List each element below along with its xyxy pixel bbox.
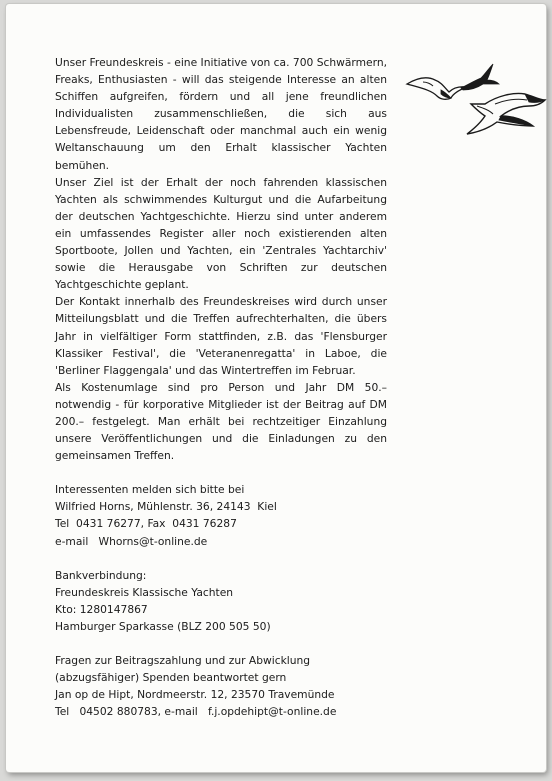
paragraph-goal: Unser Ziel ist der Erhalt der noch fahrenden klassischen Yachten als schwimmendes Kulturgut und die Aufarbeitung der deutschen Yachtgeschichte. Hierzu sind unter anderem ein umfassendes Register aller noch existierenden alten Sportboote, Jollen und Yachten, ein 'Zentrales Yachtarchiv' sowie die Herausgabe von Schriften zur deutschen Yachtgeschichte geplant.: [55, 175, 387, 292]
contact-phone: Tel 0431 76277, Fax 0431 76287: [55, 517, 237, 531]
bank-heading: Bankverbindung:: [55, 568, 147, 582]
paragraph-initiative: Unser Freundeskreis - eine Initiative von ca. 700 Schwärmern, Freaks, Enthusiasten - will das steigende Interesse an alten Schiffen aufgreifen, fördern und all jene freundlichen Individualisten zusammenschließen, die sich aus Lebensfreude, Leidenschaft oder manchmal auch ein wenig Weltanschauung um den Erhalt klassischer Yachten bemühen.: [55, 56, 387, 172]
bank-name: Hamburger Sparkasse (BLZ 200 505 50): [55, 619, 271, 633]
contact-block: [55, 481, 387, 549]
seagull-large-icon: [467, 93, 545, 134]
body-text: [55, 54, 387, 720]
bank-block: [55, 567, 387, 635]
document-page: [6, 4, 546, 772]
paragraph-contact: Der Kontakt innerhalb des Freundeskreises wird durch unser Mitteilungsblatt und die Treffen aufrechterhalten, die übers Jahr in vielfältiger Form stattfinden, z.B. das 'Flensburger Klassiker Festival', die 'Veteranenregatta' in Laboe, die 'Berliner Flaggengala' und das Wintertreffen im Februar.: [55, 295, 387, 377]
seagull-small-icon: [461, 64, 499, 90]
contact-email[interactable]: e-mail Whorns@t-online.de: [55, 534, 208, 548]
paragraph-fees: Als Kostenumlage sind pro Person und Jahr DM 50.– notwendig - für korporative Mitglieder ist der Beitrag auf DM 200.– festgelegt. Man erhält bei rechtzeitiger Einzahlung unsere Veröffentlichungen und die Einladungen zu den gemeinsamen Treffen.: [55, 380, 387, 463]
contact-intro: Interessenten melden sich bitte bei: [55, 483, 245, 497]
bank-holder: Freundeskreis Klassische Yachten: [55, 585, 234, 599]
questions-line-2: (abzugsfähiger) Spenden beantwortet gern: [55, 671, 287, 685]
seagull-left-icon: [407, 78, 467, 99]
questions-line-4[interactable]: Tel 04502 880783, e-mail f.j.opdehipt@t-online.de: [55, 705, 337, 719]
bank-account: Kto: 1280147867: [55, 602, 148, 616]
contact-address: Wilfried Horns, Mühlenstr. 36, 24143 Kiel: [55, 500, 277, 514]
spacer: [55, 635, 387, 652]
questions-block: [55, 652, 387, 720]
questions-line-1: Fragen zur Beitragszahlung und zur Abwicklung: [55, 654, 311, 667]
spacer: [55, 550, 387, 567]
seagulls-illustration: [401, 60, 551, 140]
questions-line-3: Jan op de Hipt, Nordmeerstr. 12, 23570 Travemünde: [55, 688, 335, 702]
spacer: [55, 464, 387, 481]
